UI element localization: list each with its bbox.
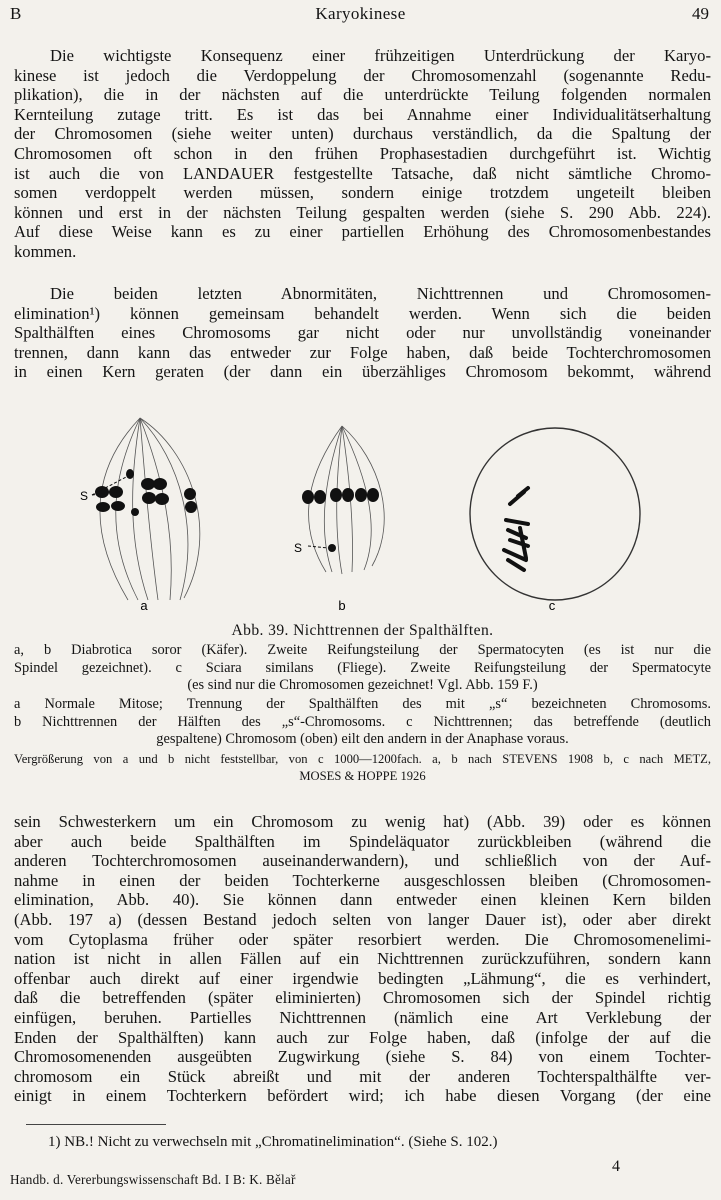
figure-39	[80, 400, 680, 622]
caption-sources	[14, 751, 711, 785]
caption-line: a, b Diabrotica soror (Käfer). Zweite Reifungsteilung der Spermatocyten (es ist nur die	[14, 642, 711, 658]
text-line: Auf diese Weise kann es zu einer partiellen Erhöhung des Chromosomenbestandes	[14, 222, 711, 242]
text-line: einfügen, beruhen. Partielles Nichttrennen (nämlich eine Art Verklebung der	[14, 1007, 711, 1027]
paragraph-reduplikation	[14, 46, 711, 262]
paragraph-elimination	[14, 812, 711, 1106]
chromosomes-c	[504, 488, 528, 570]
caption-description	[14, 696, 711, 749]
text-line: somen verdoppelt werden müssen, sondern einige trotzdem ungeteilt bleiben	[14, 183, 711, 203]
label-b: b	[338, 598, 346, 613]
text-line: (Abb. 197 a) (dessen Bestand jedoch selten von langer Dauer ist), oder aber direkt	[14, 909, 711, 929]
text-line: chromosom ein Stück abreißt und mit der anderen Tochterspalthälfte ver-	[14, 1066, 711, 1086]
caption-line: b Nichttrennen der Hälften des „s“-Chromosoms. c Nichttrennen; das betreffende (deutlich	[14, 713, 711, 730]
text-line: aber auch beide Spalthälften im Spindeläquator zurückbleiben (während die	[14, 831, 711, 851]
text-line: Spalthälften eines Chromosoms gar nicht oder nur unvollständig voneinander	[14, 323, 711, 343]
text-line: Enden der Spalthälften) kann auch zur Folge haben, daß (infolge der auf die	[14, 1027, 711, 1047]
caption-line: MOSES & HOPPE 1926	[299, 769, 426, 783]
chromosomes-b	[302, 488, 379, 552]
label-a: a	[140, 598, 148, 613]
text-line: kinese ist jedoch die Verdoppelung der Chromosomenzahl (sogenannte Redu-	[14, 65, 711, 85]
footnote: 1) NB.! Nicht zu verwechseln mit „Chromatinelimination“. (Siehe S. 102.)	[48, 1134, 498, 1150]
running-title: Karyokinese	[315, 4, 406, 23]
page-number: 49	[692, 4, 709, 23]
caption-species	[14, 642, 711, 695]
label-c: c	[548, 598, 556, 613]
text-line: elimination¹) können gemeinsam behandelt werden. Wenn sich die beiden	[14, 303, 711, 323]
text-line: Chromosomen oft schon in den frühen Prophasestadien durchgeführt ist. Wichtig	[14, 143, 711, 163]
caption-line: Vergrößerung von a und b nicht feststellbar, von c 1000—1200fach. a, b nach STEVENS 1908 b, c nach METZ,	[14, 752, 711, 766]
caption-line: a Normale Mitose; Trennung der Spalthälften des mit „s“ bezeichneten Chromosoms.	[14, 696, 711, 712]
text-line: kommen.	[14, 241, 77, 261]
text-line: in einen Kern geraten (der dann ein überzähliges Chromosom bekommt, während	[14, 362, 711, 382]
figure-title: Abb. 39. Nichttrennen der Spalthälften.	[231, 622, 494, 639]
caption-line: Spindel gezeichnet). c Sciara similans (Fliege). Zweite Reifungsteilung der Spermatocyte	[14, 659, 711, 676]
text-line: sein Schwesterkern um ein Chromosom zu wenig hat) (Abb. 39) oder es können	[14, 812, 711, 831]
text-line: Die wichtigste Konsequenz einer frühzeitigen Unterdrückung der Karyo-	[50, 46, 711, 65]
text-line: plikation), die in der nächsten auf die unterdrückte Teilung folgenden normalen	[14, 85, 711, 105]
text-line: der Chromosomen (siehe weiter unten) durchaus verständlich, da die Spaltung der	[14, 124, 711, 144]
text-line: einigt in einem Tochterkern befördert wird; ich habe diesen Vorgang (der eine	[14, 1086, 711, 1106]
text-line: nation ist nicht in allen Fällen auf ein Nichttrennen zurückzuführen, sondern kann	[14, 949, 711, 969]
s-pointer-b	[308, 546, 328, 548]
cell-outline-c	[470, 428, 640, 600]
text-line: anderen Tochterchromosomen auseinanderwandern), und schließlich von der Auf-	[14, 851, 711, 871]
footnote-rule	[26, 1124, 166, 1125]
text-line: daß die betreffenden (später eliminierten) Chromosomen sich der Spindel richtig	[14, 988, 711, 1008]
header-letter: B	[10, 4, 22, 23]
text-line: offenbar auch direkt auf einer irgendwie bedingten „Lähmung“, die es verhindert,	[14, 968, 711, 988]
caption-line: gespaltene) Chromosom (oben) eilt den andern in der Anaphase voraus.	[156, 731, 569, 747]
paragraph-nichttrennen	[14, 284, 711, 382]
signature-number: 4	[612, 1158, 620, 1175]
text-line: Die beiden letzten Abnormitäten, Nichttrennen und Chromosomen-	[50, 284, 711, 303]
imprint-line: Handb. d. Vererbungswissenschaft Bd. I B: K. Bělař	[10, 1172, 296, 1187]
text-line: elimination, Abb. 40). Sie können dann entweder einen kleinen Kern bilden	[14, 890, 711, 910]
text-line: Chromosomenenden ausgeübten Zugwirkung (siehe S. 84) von einem Tochter-	[14, 1047, 711, 1067]
label-s-a: S	[80, 489, 89, 503]
text-line: können und erst in der nächsten Teilung gespalten werden (siehe S. 290 Abb. 224).	[14, 202, 711, 222]
label-s-b: S	[294, 541, 303, 555]
text-line: Kernteilung zutage tritt. Es ist das bei Annahme einer Individualitätserhaltung	[14, 104, 711, 124]
text-line: ist auch die von LANDAUER festgestellte Tatsache, daß nicht sämtliche Chromo-	[14, 163, 711, 183]
caption-line: (es sind nur die Chromosomen gezeichnet! Vgl. Abb. 159 F.)	[187, 677, 538, 693]
text-line: trennen, dann kann das entweder zur Folge haben, daß beide Tochterchromosomen	[14, 342, 711, 362]
text-line: vom Cytoplasma früher oder später resorbiert werden. Die Chromosomenelimi-	[14, 929, 711, 949]
text-line: nahme in einen der beiden Tochterkerne ausgeschlossen bleiben (Chromosomen-	[14, 870, 711, 890]
